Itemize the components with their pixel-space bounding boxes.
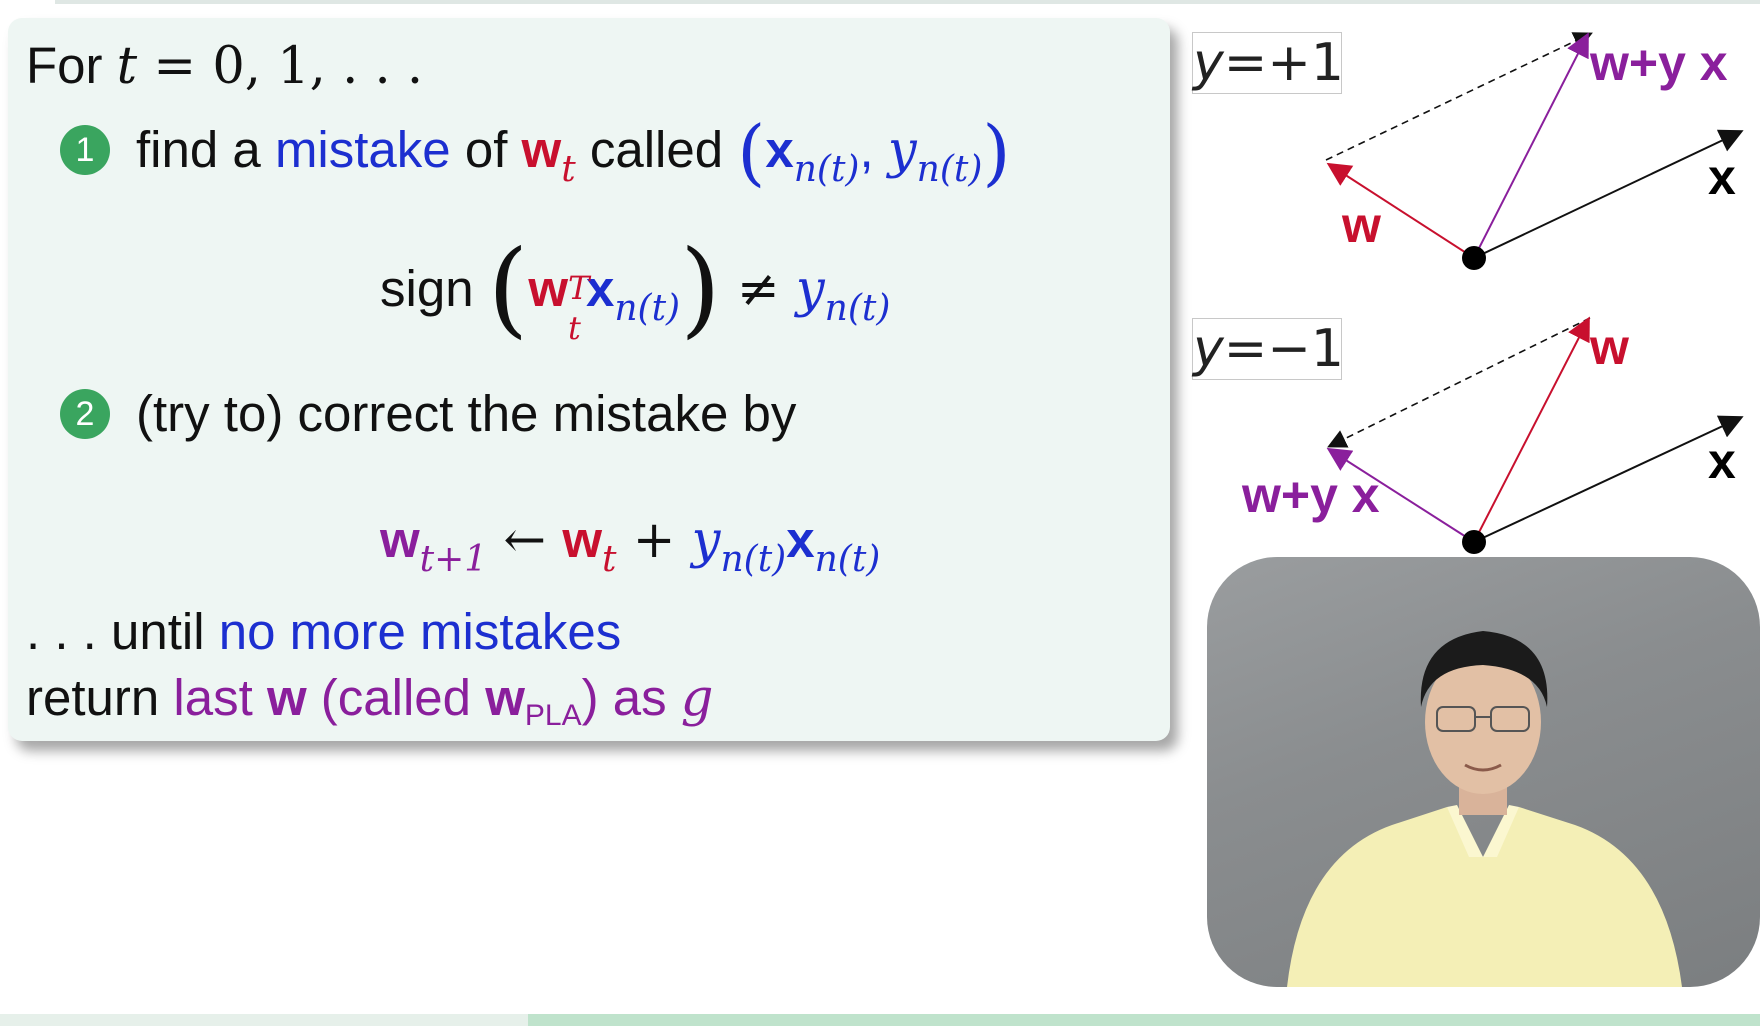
until-line: . . . until no more mistakes xyxy=(26,603,622,660)
wyx-label-positive: w+y x xyxy=(1590,35,1728,91)
dashed-shift-arrow xyxy=(1326,34,1590,160)
x-vector-arrow xyxy=(1474,132,1740,258)
shirt xyxy=(1287,807,1682,987)
mistake-condition: sign (w T t $x_{n(t)}) \ne y_{n(t)}$ xyxy=(380,227,891,349)
step-1: 1 find a mistake of $w_t$ called ($x_{n(t)}$, $y_{n(t)}$) xyxy=(60,116,1010,188)
label-y-negative: y=−1 xyxy=(1193,319,1345,379)
top-rule xyxy=(55,0,1760,4)
origin-dot xyxy=(1462,246,1486,270)
loop-head: For t = 0, 1, . . . xyxy=(26,37,424,96)
progress-bar xyxy=(0,1014,1760,1026)
step-1-marker: 1 xyxy=(60,125,110,175)
dashed-shift-arrow-neg xyxy=(1330,318,1590,446)
return-line: return last w (called wPLA) as g xyxy=(26,669,714,732)
w-label-negative: w xyxy=(1590,319,1629,375)
wyx-label-negative: w+y x xyxy=(1242,467,1380,523)
w-vector-arrow-neg xyxy=(1474,320,1588,542)
algorithm-box xyxy=(8,18,1170,741)
x-vector-arrow-neg xyxy=(1474,418,1740,542)
mistake-term: mistake xyxy=(274,121,451,178)
lecturer-figure xyxy=(1207,557,1760,987)
x-label-negative: x xyxy=(1708,433,1736,489)
x-label-positive: x xyxy=(1708,149,1736,205)
w-label-positive: w xyxy=(1342,197,1381,253)
update-rule: $w_{t+1}$ ← $w_t + y_{n(t)}x_{n(t)}$ xyxy=(380,511,881,580)
label-y-positive: y=+1 xyxy=(1193,33,1345,93)
w-plus-yx-arrow xyxy=(1474,36,1587,258)
lecturer-video xyxy=(1207,557,1760,987)
step-2: 2 (try to) correct the mistake by xyxy=(60,388,796,439)
origin-dot-neg xyxy=(1462,530,1486,554)
step-2-marker: 2 xyxy=(60,389,110,439)
